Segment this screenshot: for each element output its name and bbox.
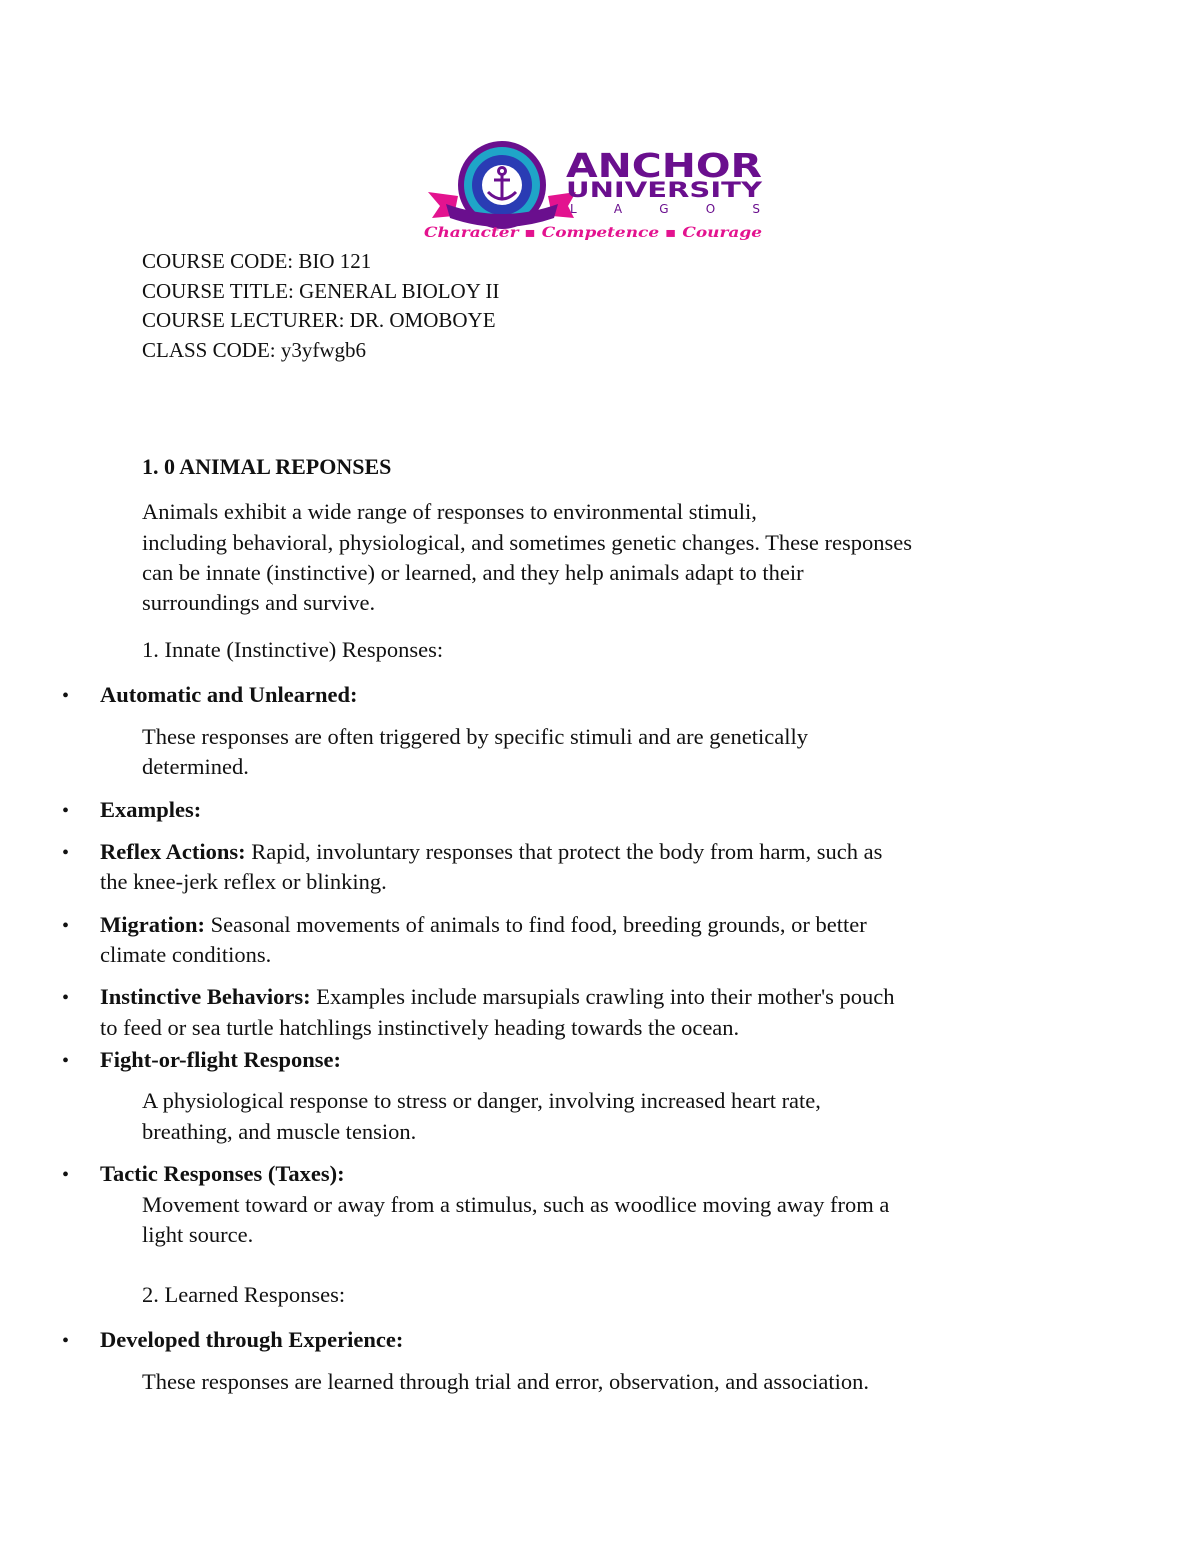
- tactic-label: Tactic Responses (Taxes):: [100, 1161, 345, 1186]
- instinctive-item: [100, 982, 895, 1013]
- bullet-icon: •: [62, 800, 70, 822]
- course-meta: [142, 247, 499, 365]
- developed-label: Developed through Experience:: [100, 1327, 404, 1352]
- class-code: CLASS CODE: y3yfwgb6: [142, 337, 367, 362]
- instinctive-text: Examples include marsupials crawling into their mother's pouch: [310, 984, 895, 1009]
- instinctive-label: Instinctive Behaviors:: [100, 984, 311, 1009]
- bullet-icon: •: [62, 987, 70, 1009]
- logo-name-line1: ANCHOR: [566, 146, 762, 185]
- automatic-label: Automatic and Unlearned:: [100, 682, 358, 707]
- bullet-icon: •: [62, 1050, 70, 1072]
- reflex-text: Rapid, involuntary responses that protect the body from harm, such as: [245, 839, 883, 864]
- tactic-desc-1: Movement toward or away from a stimulus, such as woodlice moving away from a: [142, 1192, 890, 1217]
- bullet-icon: •: [62, 1164, 70, 1186]
- migration-text: Seasonal movements of animals to find food, breeding grounds, or better: [204, 912, 867, 937]
- bullet-icon: •: [62, 842, 70, 864]
- fight-desc-2: breathing, and muscle tension.: [142, 1119, 417, 1144]
- automatic-desc-1: These responses are often triggered by specific stimuli and are genetically: [142, 724, 808, 749]
- tactic-desc-2: light source.: [142, 1222, 254, 1247]
- fight-label: Fight-or-flight Response:: [100, 1047, 342, 1072]
- migration-label: Migration:: [100, 912, 205, 937]
- intro-line-4: surroundings and survive.: [142, 590, 376, 615]
- developed-desc: These responses are learned through trial and error, observation, and association.: [142, 1369, 869, 1394]
- university-logo: [424, 140, 769, 242]
- logo-name-line2: UNIVERSITY: [566, 178, 764, 202]
- logo-motto: Character ▪ Competence ▪ Courage: [424, 225, 763, 241]
- migration-text-2: climate conditions.: [100, 942, 272, 967]
- intro-line-2: including behavioral, physiological, and sometimes genetic changes. These responses: [142, 530, 913, 555]
- fight-desc-1: A physiological response to stress or danger, involving increased heart rate,: [142, 1088, 821, 1113]
- intro-line-3: can be innate (instinctive) or learned, and they help animals adapt to their: [142, 560, 804, 585]
- bullet-icon: •: [62, 685, 70, 707]
- automatic-desc-2: determined.: [142, 754, 249, 779]
- bullet-icon: •: [62, 915, 70, 937]
- reflex-text-2: the knee-jerk reflex or blinking.: [100, 869, 387, 894]
- examples-label: Examples:: [100, 797, 202, 822]
- course-title: COURSE TITLE: GENERAL BIOLOY II: [142, 278, 500, 303]
- migration-item: [100, 910, 867, 941]
- course-code: COURSE CODE: BIO 121: [142, 249, 372, 273]
- reflex-label: Reflex Actions:: [100, 839, 246, 864]
- instinctive-text-2: to feed or sea turtle hatchlings instinctively heading towards the ocean.: [100, 1015, 740, 1040]
- course-lecturer: COURSE LECTURER: DR. OMOBOYE: [142, 308, 496, 332]
- reflex-item: [100, 837, 882, 868]
- subheading-learned: 2. Learned Responses:: [142, 1282, 346, 1307]
- subheading-innate: 1. Innate (Instinctive) Responses:: [142, 637, 444, 662]
- intro-line-1: Animals exhibit a wide range of responses to environmental stimuli,: [142, 499, 757, 524]
- section-heading: 1. 0 ANIMAL REPONSES: [142, 454, 392, 479]
- logo-name-line3: L A G O S: [570, 202, 760, 216]
- bullet-icon: •: [62, 1330, 70, 1352]
